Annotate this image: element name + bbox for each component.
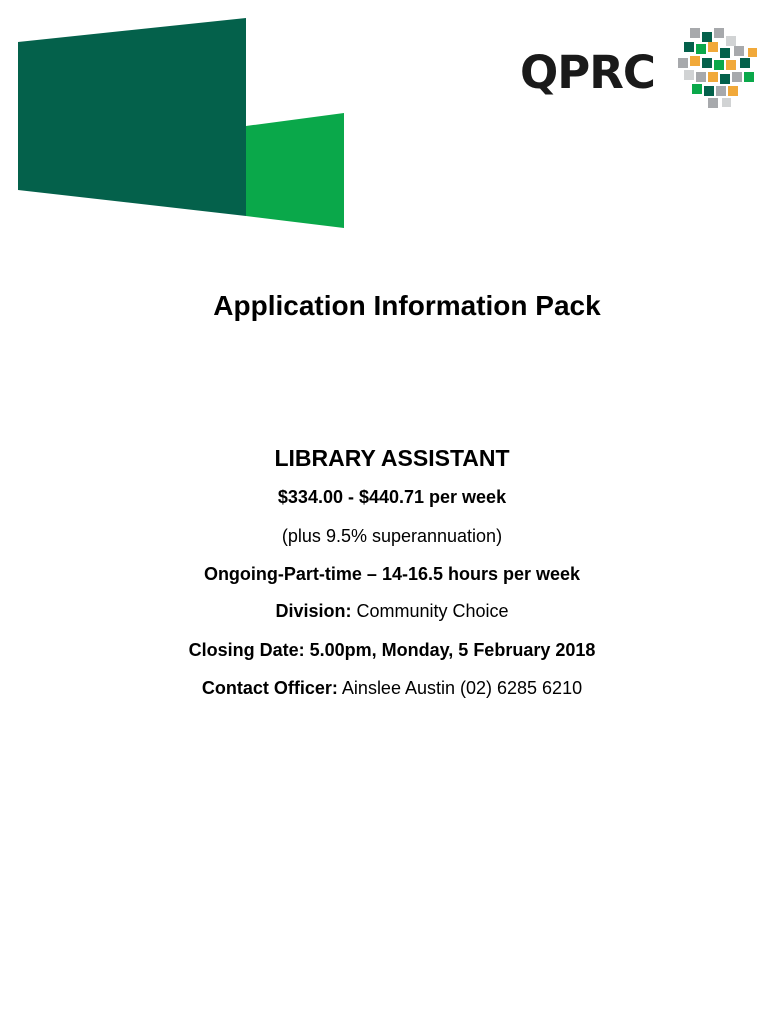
- bright-green-block: [246, 113, 344, 228]
- contact-officer-label: Contact Officer:: [201, 678, 338, 698]
- header-graphic: [0, 0, 360, 240]
- division-line: [0, 599, 770, 623]
- position-title: LIBRARY ASSISTANT: [274, 445, 510, 471]
- dark-green-block: [18, 18, 246, 216]
- contact-officer-value: Ainslee Austin (02) 6285 6210: [341, 678, 583, 698]
- logo-mosaic-icon: [678, 26, 760, 110]
- qprc-logo: [518, 26, 760, 110]
- document-title: Application Information Pack: [213, 290, 601, 321]
- contact-officer-line: [0, 676, 770, 700]
- employment-type: Ongoing-Part-time – 14-16.5 hours per week: [203, 564, 581, 584]
- logo-wordmark: QPRC: [520, 46, 655, 99]
- division-label: Division:: [275, 601, 352, 621]
- closing-date: Closing Date: 5.00pm, Monday, 5 February 2018: [188, 640, 596, 660]
- superannuation-note: (plus 9.5% superannuation): [281, 526, 503, 546]
- salary-range: $334.00 - $440.71 per week: [277, 487, 507, 507]
- division-value: Community Choice: [356, 601, 509, 621]
